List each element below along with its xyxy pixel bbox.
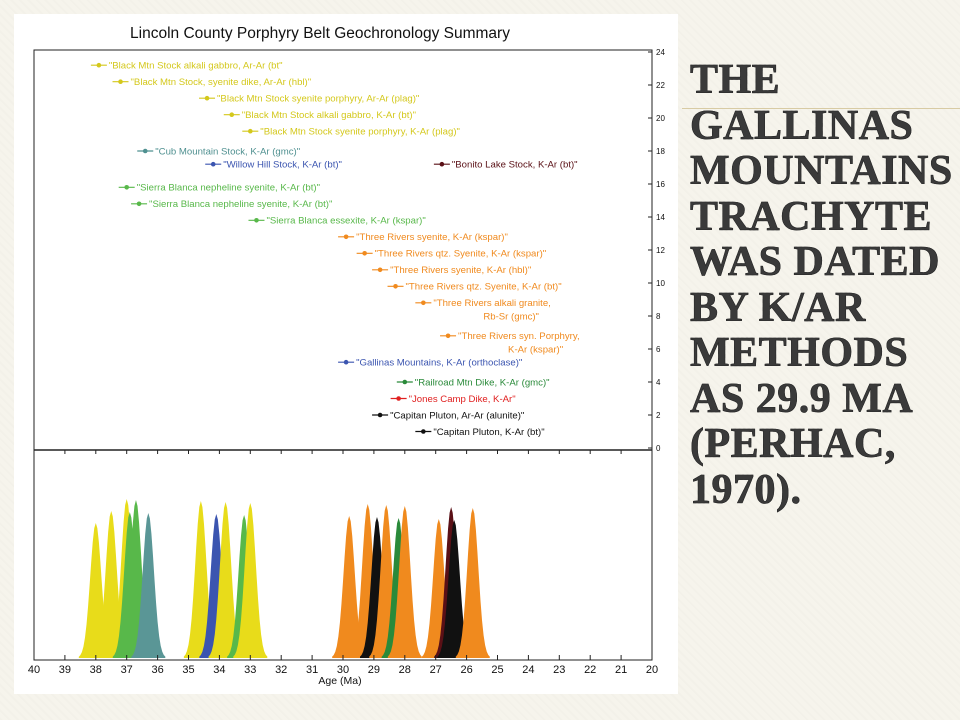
sample-point (396, 396, 401, 401)
sample-axis-tick-label: 8 (656, 312, 661, 321)
sample-point (205, 96, 210, 101)
sample-label: "Three Rivers qtz. Syenite, K-Ar (kspar)" (374, 248, 547, 260)
sample-label: "Black Mtn Stock, syenite dike, Ar-Ar (hbl)" (130, 77, 312, 88)
sample-label-cont: Rb-Sr (gmc)" (483, 311, 539, 323)
x-tick-label: 27 (429, 664, 442, 676)
sample-point (143, 149, 148, 154)
sample-point (378, 413, 383, 418)
x-tick-label: 40 (27, 664, 41, 676)
sample-point (362, 251, 367, 256)
sample-point (446, 334, 451, 339)
x-tick-label: 23 (553, 664, 566, 676)
sample-axis-tick-label: 24 (656, 48, 665, 57)
sample-axis-tick-label: 22 (656, 81, 665, 90)
sample-axis-tick-label: 12 (656, 246, 665, 255)
sample-axis-tick-label: 20 (656, 114, 665, 123)
sample-point (248, 129, 253, 134)
x-tick-label: 37 (120, 664, 133, 676)
x-tick-label: 31 (305, 664, 319, 676)
sample-label: "Sierra Blanca nepheline syenite, K-Ar (bt)" (149, 199, 333, 211)
sample-label: "Three Rivers alkali granite, (433, 298, 551, 310)
x-tick-label: 26 (460, 664, 473, 676)
x-tick-label: 36 (151, 664, 164, 676)
sample-point (440, 162, 445, 167)
x-tick-label: 28 (398, 664, 411, 676)
sample-label: "Cub Mountain Stock, K-Ar (gmc)" (155, 146, 301, 158)
sample-axis-tick-label: 0 (656, 444, 661, 453)
sample-label: "Jones Camp Dike, K-Ar" (408, 393, 516, 405)
x-tick-label: 20 (645, 664, 659, 676)
x-tick-label: 29 (367, 664, 381, 676)
x-tick-label: 30 (336, 664, 350, 676)
sample-point (378, 268, 383, 273)
x-axis-label: Age (Ma) (318, 675, 362, 687)
sample-point (403, 380, 408, 385)
sample-label: "Three Rivers qtz. Syenite, K-Ar (bt)" (405, 281, 562, 293)
sample-point (254, 218, 259, 223)
sample-label: "Sierra Blanca essexite, K-Ar (kspar)" (266, 215, 426, 227)
sample-point (421, 429, 426, 434)
sample-point (344, 360, 349, 365)
sample-label-cont: K-Ar (kspar)" (508, 344, 564, 356)
sample-label: "Bonito Lake Stock, K-Ar (bt)" (451, 159, 578, 171)
x-tick-label: 38 (89, 664, 102, 676)
sample-point (137, 202, 142, 207)
x-tick-label: 39 (58, 664, 72, 676)
sample-point (421, 301, 426, 306)
sample-label: "Capitan Pluton, Ar-Ar (alunite)" (390, 410, 525, 422)
sample-axis-tick-label: 14 (656, 213, 665, 222)
sample-axis-tick-label: 16 (656, 180, 665, 189)
probability-peaks (79, 499, 490, 658)
slide-heading: THE GALLINAS MOUNTAINS TRACHYTE WAS DATED BY K/AR METHODS AS 29.9 MA (PERHAC, 1970). (690, 57, 953, 513)
sample-axis-tick-label: 10 (656, 279, 665, 288)
chart-title: Lincoln County Porphyry Belt Geochronology Summary (130, 25, 510, 42)
sample-axis-tick-label: 6 (656, 345, 661, 354)
sample-label: "Black Mtn Stock syenite porphyry, K-Ar (plag)" (260, 126, 460, 138)
sample-axis-tick-label: 4 (656, 378, 661, 387)
sample-label: "Willow Hill Stock, K-Ar (bt)" (223, 159, 342, 171)
x-tick-label: 25 (491, 664, 504, 676)
sample-label: "Black Mtn Stock alkali gabbro, K-Ar (bt)" (241, 110, 416, 121)
x-tick-label: 22 (584, 664, 597, 676)
sample-markers (91, 61, 580, 438)
sample-point (118, 79, 123, 84)
sample-axis-tick-label: 18 (656, 147, 665, 156)
sample-point (229, 112, 234, 117)
sample-label: "Gallinas Mountains, K-Ar (orthoclase)" (356, 357, 523, 369)
sample-point (393, 284, 398, 289)
sample-point (211, 162, 216, 167)
geochronology-chart (14, 14, 678, 694)
x-tick-label: 24 (522, 664, 535, 676)
sample-point (124, 185, 129, 190)
sample-point (97, 63, 102, 68)
sample-label: "Black Mtn Stock alkali gabbro, Ar-Ar (bt" (108, 60, 283, 72)
sample-label: "Three Rivers syenite, K-Ar (hbl)" (390, 265, 532, 277)
x-tick-label: 33 (244, 664, 257, 676)
sample-point (344, 235, 349, 240)
x-tick-label: 32 (275, 664, 288, 676)
x-tick-label: 34 (213, 664, 226, 676)
chart-figure (14, 14, 678, 694)
sample-label: "Railroad Mtn Dike, K-Ar (gmc)" (414, 377, 550, 389)
sample-axis-ticks (648, 48, 665, 453)
sample-label: "Sierra Blanca nepheline syenite, K-Ar (bt)" (136, 182, 321, 194)
sample-label: "Capitan Pluton, K-Ar (bt)" (433, 426, 545, 438)
x-tick-label: 35 (182, 664, 195, 676)
sample-label: "Black Mtn Stock syenite porphyry, Ar-Ar (plag)" (217, 93, 420, 105)
sample-label: "Three Rivers syn. Porphyry, (458, 331, 580, 343)
sample-label: "Three Rivers syenite, K-Ar (kspar)" (356, 232, 508, 244)
sample-axis-tick-label: 2 (656, 411, 661, 420)
x-tick-label: 21 (614, 664, 628, 676)
